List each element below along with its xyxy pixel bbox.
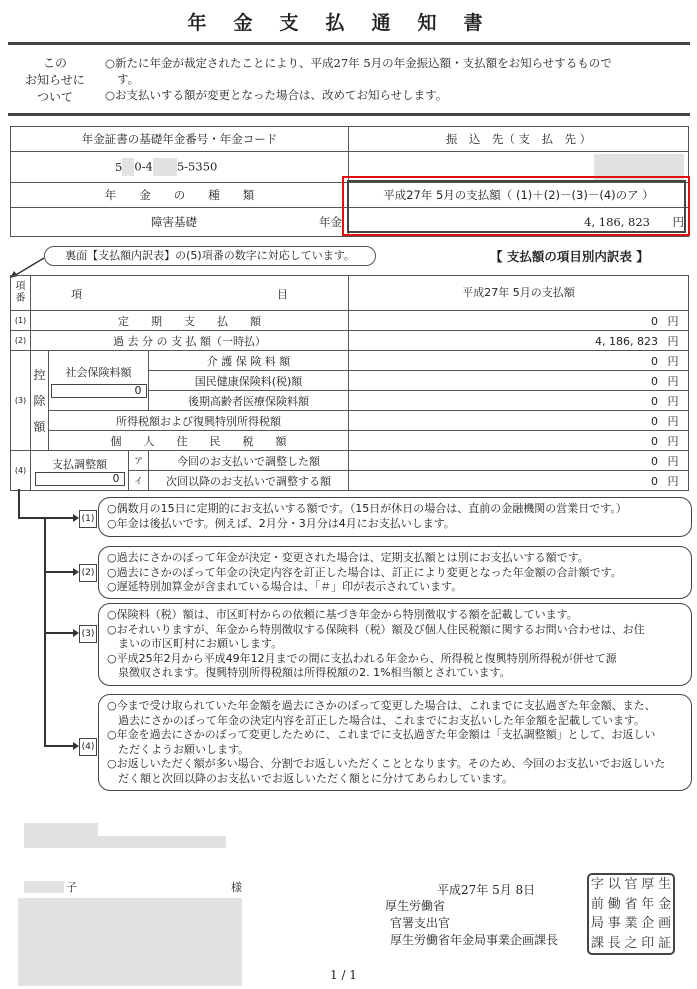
callout-bubble: 裏面【支払額内訳表】の(5)項番の数字に対応しています。 (44, 246, 376, 266)
note-label: (2) (79, 564, 97, 582)
official-seal: 字 以 官 厚 生 前 働 省 年 金 局 事 業 企 画 課 長 之 印 証 (587, 873, 675, 955)
table-row: (2) 過 去 分 の 支 払 額（一時払） 4, 186, 823 円 (11, 331, 689, 351)
recipient-name-suffix: 子 (66, 881, 77, 894)
table-row: イ 次回以降のお支払いで調整する額 0 円 (11, 471, 689, 491)
divider (8, 113, 690, 116)
payment-header: 平成27年 5月の支払額（ (1)＋(2)－(3)－(4)のア ） (349, 183, 689, 208)
table-row: 後期高齢者医療保険料額 0 円 (11, 391, 689, 411)
pension-type-header: 年 金 の 種 類 (11, 183, 349, 208)
notice-label: この お知らせに ついて (25, 56, 85, 104)
note-box: ○保険料（税）額は、市区町村からの依頼に基づき年金から特別徴収する額を記載しています。 ○おそれいりますが、年金から特別徴収する保険料（税）額及び個人住民税額に関するお問い合わせは、お住 まいの市区町村にお願いします。 ○平成25年2月から平成49年12月までの間に支払われる年金から、所得税と復興特別所得税が併せて源 泉徴収されます。復興特別所得税額は所得税額の2. 1%相当額とされています。 (98, 603, 692, 686)
pension-number-header: 年金証書の基礎年金番号・年金コード (11, 127, 349, 152)
note-box: ○過去にさかのぼって年金が決定・変更された場合は、定期支払額とは別にお支払いする額です。 ○過去にさかのぼって年金の決定内容を訂正した場合は、訂正により変更となった年金額の合計額です。 ○遅延特別加算金が含まれている場合は、「＃」印が表示されています。 (98, 546, 692, 599)
divider (8, 42, 690, 45)
connector-line (18, 517, 74, 519)
table-row: 国民健康保険料(税)額 0 円 (11, 371, 689, 391)
payment-amount: 4, 186, 823 円 (349, 208, 689, 237)
document-title: 年金支払通知書 (187, 12, 510, 34)
note-label: (3) (79, 625, 97, 643)
breakdown-title: 【 支払額の項目別内訳表 】 (490, 249, 649, 264)
redacted-address-block (18, 898, 242, 986)
issuer-officer: 官署支出官 (390, 916, 451, 930)
redacted-address (24, 823, 98, 837)
connector-line (44, 632, 74, 634)
table-row: (4) 支払調整額 0 ア 今回のお支払いで調整した額 0 円 (11, 451, 689, 471)
redacted-block (122, 158, 134, 176)
adjustment-cell: 支払調整額 0 (31, 451, 129, 491)
header-item: 項 目 (31, 276, 349, 311)
pension-type-value: 障害基礎 年金 (11, 208, 349, 237)
connector-line (44, 571, 74, 573)
table-row: 所得税額および復興特別所得税額 0 円 (11, 411, 689, 431)
pension-number-value: 5 0-4 5-5350 (11, 152, 349, 183)
connector-line (44, 745, 74, 747)
payee-header: 振 込 先（ 支 払 先 ） (349, 127, 689, 152)
redacted-block (153, 158, 177, 176)
note-box: ○偶数月の15日に定期的にお支払いする額です。（15日が休日の場合は、直前の金融機関の営業日です。） ○年金は後払いです。例えば、2月分・3月分は4月にお支払いします。 (98, 497, 692, 537)
social-insurance-cell: 社会保険料額 0 (49, 351, 149, 411)
note-label: (1) (79, 510, 97, 528)
breakdown-table (10, 275, 689, 491)
issue-date: 平成27年 5月 8日 (437, 883, 536, 897)
table-row: (3) 控 除 額 社会保険料額 0 介 護 保 険 料 額 0 円 (11, 351, 689, 371)
redacted-address (24, 836, 226, 848)
note-box: ○今まで受け取られていた年金額を過去にさかのぼって変更した場合は、これまでに支払過ぎた年金額、また、 過去にさかのぼって年金の決定内容を訂正した場合は、これまでにお支払いした年金額を記載しています。 ○年金を過去にさかのぼって変更したために、これまでに支払過ぎた年金額は「支払調整額」として、お返しい ただくようお願いします。 ○お返しいただく額が多い場合、分割でお返しいただくこととなります。そのため、今回のお支払いでお返しいた だく額と次回以降のお支払いでお返しいただく額とに分けてあらわしています。 (98, 694, 692, 791)
table-row: 個 人 住 民 税 額 0 円 (11, 431, 689, 451)
recipient-honorific: 様 (231, 881, 242, 894)
table-row: (1) 定 期 支 払 額 0 円 (11, 311, 689, 331)
note-label: (4) (79, 738, 97, 756)
deduction-group-label: 控 除 額 (31, 351, 49, 451)
page-number: 1 / 1 (330, 968, 357, 982)
notice-text: ○新たに年金が裁定されたことにより、平成27年 5月の年金振込額・支払額をお知らせするもので す。 ○お支払いする額が変更となった場合は、改めてお知らせします。 (105, 56, 612, 102)
highlight-box (342, 176, 690, 236)
connector-line (18, 489, 20, 519)
issuer-ministry: 厚生労働省 (385, 899, 446, 913)
issuer-department: 厚生労働省年金局事業企画課長 (390, 933, 559, 947)
header-number: 項番 (11, 276, 31, 311)
header-amount: 平成27年 5月の支払額 (349, 276, 689, 311)
redacted-name (24, 881, 64, 893)
